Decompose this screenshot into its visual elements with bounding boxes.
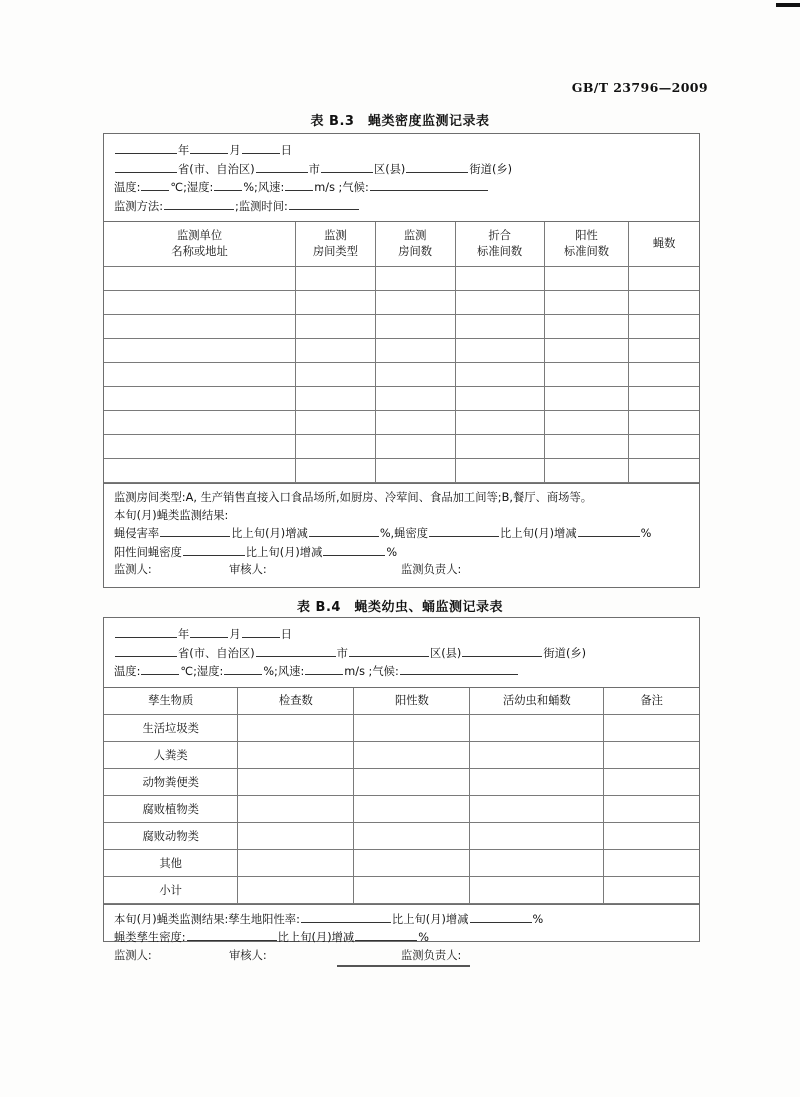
b4-month-label: 月: [229, 628, 241, 641]
b3-data-cell[interactable]: [455, 459, 544, 483]
b3-district-blank[interactable]: [321, 160, 373, 173]
b3-temperature-blank[interactable]: [141, 178, 169, 191]
b3-col-positive-rooms-line2: 标准间数: [563, 245, 610, 258]
b3-humidity-unit: %;: [243, 181, 258, 194]
b3-data-cell[interactable]: [296, 387, 376, 411]
b4-row-label: 生活垃圾类: [104, 714, 238, 741]
b4-supervisor-label: 监测负责人:: [401, 948, 462, 962]
b3-data-cell[interactable]: [544, 411, 628, 435]
b4-column-header: 备注: [604, 688, 699, 715]
b3-data-cell[interactable]: [104, 291, 296, 315]
b4-wind-unit: m/s ;: [344, 665, 373, 678]
b3-data-cell[interactable]: [375, 363, 455, 387]
b3-date-line: [104, 141, 699, 160]
b3-col-positive-rooms: [544, 222, 628, 267]
table-row: [104, 267, 699, 291]
b3-data-cell[interactable]: [296, 315, 376, 339]
b3-density-unit: %: [640, 527, 652, 540]
b3-data-cell[interactable]: [375, 387, 455, 411]
b4-data-cell[interactable]: [470, 822, 604, 849]
b3-data-cell[interactable]: [104, 411, 296, 435]
b3-wind-unit: m/s ;: [314, 181, 343, 194]
b3-data-cell[interactable]: [455, 315, 544, 339]
b3-data-cell[interactable]: [455, 291, 544, 315]
b3-method-line: [104, 197, 699, 216]
table-b3-grid: [104, 222, 699, 483]
b3-infestation-change-label: 比上旬(月)增减: [231, 527, 308, 540]
table-b4-footer: [104, 904, 699, 970]
b4-province-blank[interactable]: [115, 644, 177, 657]
b3-month-label: 月: [229, 144, 241, 157]
b3-col-fly-count: 蝇数: [629, 222, 699, 267]
b3-reviewer-label: 审核人:: [229, 563, 267, 576]
b3-data-cell[interactable]: [629, 267, 699, 291]
b4-data-cell[interactable]: [470, 714, 604, 741]
b4-day-label: 日: [280, 628, 292, 641]
table-row: [104, 876, 699, 903]
b3-day-blank[interactable]: [242, 141, 280, 154]
b3-data-cell[interactable]: [544, 459, 628, 483]
b4-result-change-label: 比上旬(月)增减: [391, 912, 469, 926]
table-b3-header-row: [104, 222, 699, 267]
table-b4-header-row: [104, 688, 699, 715]
table-row: [104, 822, 699, 849]
b3-monitor-label: 监测人:: [114, 563, 152, 576]
b4-density-change-label: 比上旬(月)增减: [277, 931, 355, 944]
b3-col-standard-rooms-line1: 折合: [488, 229, 511, 242]
table-row: [104, 291, 699, 315]
table-row: [104, 363, 699, 387]
b3-supervisor-label: 监测负责人:: [401, 563, 462, 576]
b4-data-cell[interactable]: [238, 849, 354, 876]
b3-data-cell[interactable]: [544, 315, 628, 339]
table-b3-body: [104, 267, 699, 483]
b4-data-cell[interactable]: [354, 876, 470, 903]
b4-data-cell[interactable]: [354, 849, 470, 876]
b3-col-positive-rooms-line1: 阳性: [575, 229, 598, 242]
b3-data-cell[interactable]: [296, 291, 376, 315]
b4-year-blank[interactable]: [115, 625, 177, 638]
b3-infestation-change-blank[interactable]: [309, 524, 379, 537]
b4-data-cell[interactable]: [470, 741, 604, 768]
b3-province-blank[interactable]: [115, 160, 177, 173]
b4-result-blank[interactable]: [301, 910, 391, 923]
b4-env-line: [104, 662, 699, 681]
b3-temperature-unit: ℃;: [170, 181, 187, 194]
b3-data-cell[interactable]: [375, 315, 455, 339]
table-row: [104, 387, 699, 411]
b4-data-cell[interactable]: [354, 741, 470, 768]
b3-district-label: 区(县): [373, 162, 406, 176]
b3-location-line: [104, 160, 699, 179]
b3-infestation-line: [104, 524, 699, 543]
b3-data-cell[interactable]: [455, 267, 544, 291]
b3-data-cell[interactable]: [104, 339, 296, 363]
b4-humidity-unit: %;: [263, 665, 278, 678]
scan-artifact-mark: [776, 3, 800, 7]
b3-data-cell[interactable]: [375, 339, 455, 363]
b3-data-cell[interactable]: [544, 387, 628, 411]
b3-data-cell[interactable]: [296, 435, 376, 459]
b3-data-cell[interactable]: [296, 267, 376, 291]
table-b4-form: [103, 617, 700, 962]
b4-reviewer-label: 审核人:: [229, 948, 267, 962]
b3-weather-blank[interactable]: [370, 178, 488, 191]
table-row: [104, 411, 699, 435]
b3-weather-label: 气候:: [342, 181, 369, 194]
b3-env-line: [104, 178, 699, 197]
b3-wind-blank[interactable]: [285, 178, 313, 191]
b3-data-cell[interactable]: [455, 435, 544, 459]
b4-data-cell[interactable]: [470, 849, 604, 876]
b3-positive-density-blank[interactable]: [183, 543, 245, 556]
b3-data-cell[interactable]: [629, 339, 699, 363]
b4-district-blank[interactable]: [349, 644, 429, 657]
b3-data-cell[interactable]: [104, 315, 296, 339]
b4-humidity-blank[interactable]: [224, 662, 262, 675]
b3-col-room-type-line1: 监测: [324, 229, 347, 242]
b3-density-blank[interactable]: [429, 524, 499, 537]
b4-data-cell[interactable]: [604, 849, 699, 876]
table-row: [104, 714, 699, 741]
b4-data-cell[interactable]: [238, 795, 354, 822]
b3-day-label: 日: [280, 144, 292, 157]
b4-row-label: 人粪类: [104, 741, 238, 768]
annex-end-rule: [337, 965, 470, 967]
b3-density-change-label: 比上旬(月)增减: [500, 527, 577, 540]
b3-positive-density-unit: %: [386, 545, 398, 559]
b4-data-cell[interactable]: [354, 768, 470, 795]
b3-data-cell[interactable]: [104, 363, 296, 387]
b4-density-unit: %: [418, 931, 429, 944]
b3-data-cell[interactable]: [629, 363, 699, 387]
b3-data-cell[interactable]: [544, 363, 628, 387]
b4-data-cell[interactable]: [354, 795, 470, 822]
b4-monitor-label: 监测人:: [114, 948, 152, 962]
b3-method-blank[interactable]: [164, 197, 234, 210]
b4-row-label: 动物粪便类: [104, 768, 238, 795]
b4-data-cell[interactable]: [470, 876, 604, 903]
b4-temperature-unit: ℃;: [180, 665, 197, 678]
table-b3-footer: [104, 483, 699, 584]
b3-year-blank[interactable]: [115, 141, 177, 154]
b4-result-change-blank[interactable]: [470, 910, 532, 923]
b3-data-cell[interactable]: [544, 339, 628, 363]
b3-positive-density-label: 阳性间蝇密度: [114, 545, 182, 559]
b4-signature-line: [104, 947, 699, 965]
b4-data-cell[interactable]: [470, 795, 604, 822]
b3-data-cell[interactable]: [629, 411, 699, 435]
b4-district-label: 区(县): [429, 646, 462, 660]
b3-province-label: 省(市、自治区): [178, 162, 255, 176]
b3-signature-line: [104, 561, 699, 579]
b4-temperature-label: 温度:: [114, 665, 141, 678]
b4-density-blank[interactable]: [187, 928, 277, 941]
b3-humidity-blank[interactable]: [214, 178, 242, 191]
b4-weather-blank[interactable]: [400, 662, 518, 675]
b3-street-blank[interactable]: [406, 160, 468, 173]
b3-data-cell[interactable]: [455, 411, 544, 435]
b4-province-label: 省(市、自治区): [178, 646, 255, 660]
b4-data-cell[interactable]: [604, 768, 699, 795]
b4-data-cell[interactable]: [604, 822, 699, 849]
b3-time-label: 监测时间:: [238, 199, 288, 213]
b3-infestation-unit: %,: [379, 527, 395, 540]
b3-data-cell[interactable]: [375, 267, 455, 291]
b3-col-room-count-line1: 监测: [403, 229, 427, 242]
b4-wind-label: 风速:: [277, 665, 305, 678]
b3-data-cell[interactable]: [104, 459, 296, 483]
b4-row-label: 腐败植物类: [104, 795, 238, 822]
b4-row-label: 腐败动物类: [104, 822, 238, 849]
b3-col-room-type: [296, 222, 376, 267]
b4-result-line: [104, 910, 699, 929]
table-row: [104, 459, 699, 483]
b3-data-cell[interactable]: [296, 459, 376, 483]
b3-data-cell[interactable]: [296, 339, 376, 363]
b4-city-blank[interactable]: [256, 644, 336, 657]
table-b3-title: 表 B.3 蝇类密度监测记录表: [310, 114, 490, 129]
table-row: [104, 741, 699, 768]
b4-data-cell[interactable]: [604, 876, 699, 903]
table-b4-title: 表 B.4 蝇类幼虫、蛹监测记录表: [297, 600, 503, 615]
b3-street-label: 街道(乡): [469, 162, 513, 176]
b3-col-unit-name-line2: 名称或地址: [171, 245, 228, 258]
b3-positive-density-change-label: 比上旬(月)增减: [245, 545, 323, 559]
b4-data-cell[interactable]: [238, 714, 354, 741]
b4-data-cell[interactable]: [238, 768, 354, 795]
b3-density-label: 蝇密度: [394, 527, 429, 540]
b3-data-cell[interactable]: [544, 291, 628, 315]
b4-data-cell[interactable]: [604, 741, 699, 768]
b4-row-label: 其他: [104, 849, 238, 876]
b3-room-type-note: 监测房间类型:A, 生产销售直接入口食品场所,如厨房、冷荤间、食品加工间等;B,餐厅、商场等。: [114, 491, 593, 504]
b3-col-standard-rooms-line2: 标准间数: [477, 245, 523, 258]
b4-city-label: 市: [336, 646, 348, 660]
b3-month-blank[interactable]: [190, 141, 228, 154]
b3-method-label: 监测方法:: [114, 199, 163, 213]
b3-result-label: 本旬(月)蝇类监测结果:: [114, 508, 229, 522]
b4-data-cell[interactable]: [238, 876, 354, 903]
b3-data-cell[interactable]: [375, 411, 455, 435]
b3-wind-label: 风速:: [257, 181, 285, 194]
table-row: [104, 849, 699, 876]
b4-result-label: 本旬(月)蝇类监测结果:孳生地阳性率:: [114, 912, 300, 926]
b3-col-room-count: [375, 222, 455, 267]
table-row: [104, 768, 699, 795]
b3-time-blank[interactable]: [289, 197, 359, 210]
table-row: [104, 795, 699, 822]
b3-density-change-blank[interactable]: [578, 524, 640, 537]
table-b4-meta-block: [104, 618, 699, 688]
table-b4-grid: [104, 688, 699, 904]
b3-data-cell[interactable]: [104, 387, 296, 411]
b4-temperature-blank[interactable]: [141, 662, 179, 675]
b4-data-cell[interactable]: [238, 741, 354, 768]
b4-day-blank[interactable]: [242, 625, 280, 638]
b4-data-cell[interactable]: [604, 795, 699, 822]
b3-year-label: 年: [178, 144, 190, 157]
b3-temperature-label: 温度:: [114, 181, 141, 194]
b4-column-header: 检查数: [238, 688, 354, 715]
b4-street-label: 街道(乡): [543, 646, 587, 660]
b4-column-header: 阳性数: [354, 688, 470, 715]
b3-data-cell[interactable]: [375, 291, 455, 315]
b3-col-room-count-line2: 房间数: [398, 245, 433, 258]
b4-humidity-label: 湿度:: [196, 665, 224, 678]
b3-data-cell[interactable]: [629, 459, 699, 483]
b4-month-blank[interactable]: [190, 625, 228, 638]
b3-col-unit-name-line1: 监测单位: [176, 229, 223, 242]
b3-infestation-blank[interactable]: [160, 524, 230, 537]
b4-street-blank[interactable]: [462, 644, 542, 657]
b3-data-cell[interactable]: [629, 387, 699, 411]
b4-weather-label: 气候:: [372, 665, 399, 678]
table-row: [104, 435, 699, 459]
b4-density-line: [104, 928, 699, 947]
b3-city-label: 市: [308, 162, 320, 176]
b3-data-cell[interactable]: [375, 435, 455, 459]
b4-data-cell[interactable]: [354, 822, 470, 849]
b3-data-cell[interactable]: [296, 411, 376, 435]
b3-data-cell[interactable]: [629, 291, 699, 315]
table-b3-meta-block: [104, 134, 699, 222]
b3-data-cell[interactable]: [544, 435, 628, 459]
b3-col-standard-rooms: [455, 222, 544, 267]
b3-col-room-type-line2: 房间类型: [312, 245, 359, 258]
b3-infestation-label: 蝇侵害率: [114, 527, 160, 540]
table-b3-form: [103, 133, 700, 588]
b3-col-unit-name: [104, 222, 296, 267]
b4-column-header: 活幼虫和蛹数: [470, 688, 604, 715]
b4-wind-blank[interactable]: [305, 662, 343, 675]
b4-data-cell[interactable]: [470, 768, 604, 795]
b4-row-label: 小计: [104, 876, 238, 903]
b3-method-separator: ;: [235, 199, 239, 213]
standard-code-header: GB/T 23796—2009: [571, 80, 708, 95]
b3-data-cell[interactable]: [629, 435, 699, 459]
table-row: [104, 315, 699, 339]
b3-data-cell[interactable]: [104, 435, 296, 459]
b3-data-cell[interactable]: [104, 267, 296, 291]
b3-data-cell[interactable]: [296, 363, 376, 387]
b3-data-cell[interactable]: [544, 267, 628, 291]
b4-data-cell[interactable]: [604, 714, 699, 741]
b4-density-change-blank[interactable]: [355, 928, 417, 941]
b4-data-cell[interactable]: [354, 714, 470, 741]
b4-date-line: [104, 625, 699, 644]
b3-humidity-label: 湿度:: [186, 181, 214, 194]
b4-location-line: [104, 644, 699, 663]
b4-data-cell[interactable]: [238, 822, 354, 849]
b3-data-cell[interactable]: [455, 339, 544, 363]
b3-positive-density-line: [104, 543, 699, 562]
table-row: [104, 339, 699, 363]
table-b4-body: [104, 714, 699, 903]
b3-data-cell[interactable]: [629, 315, 699, 339]
b4-result-unit: %: [532, 912, 544, 926]
b3-data-cell[interactable]: [455, 363, 544, 387]
b3-city-blank[interactable]: [256, 160, 308, 173]
b4-column-header: 孳生物质: [104, 688, 238, 715]
b4-density-label: 蝇类孳生密度:: [114, 931, 186, 944]
b3-data-cell[interactable]: [375, 459, 455, 483]
b4-year-label: 年: [178, 628, 190, 641]
b3-data-cell[interactable]: [455, 387, 544, 411]
b3-positive-density-change-blank[interactable]: [323, 543, 385, 556]
